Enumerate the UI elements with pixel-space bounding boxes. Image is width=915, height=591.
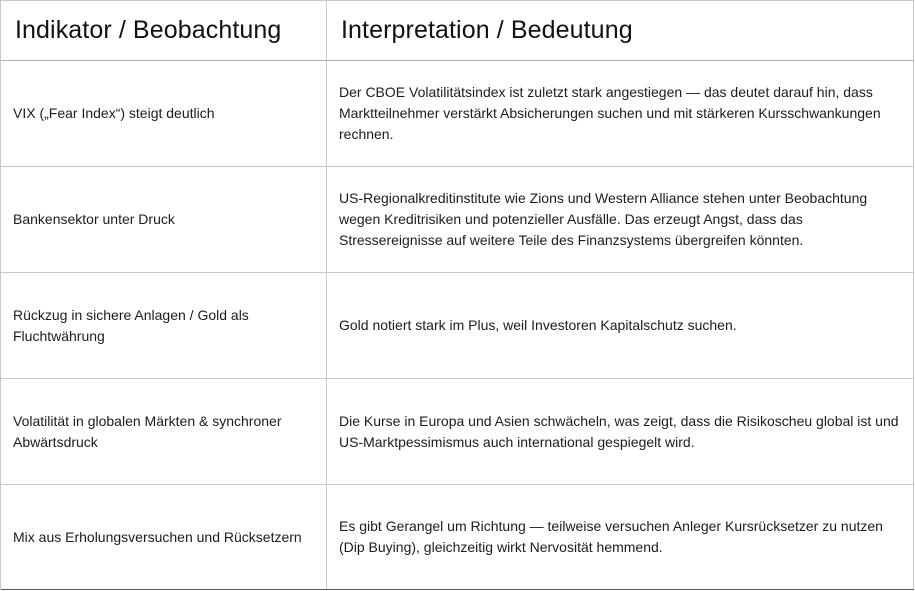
indicator-text: Bankensektor unter Druck bbox=[13, 211, 175, 227]
indicator-text: VIX („Fear Index“) steigt deutlich bbox=[13, 105, 215, 121]
indicator-cell bbox=[1, 485, 327, 589]
interpretation-cell bbox=[327, 485, 914, 589]
indicator-text: Mix aus Erholungsversuchen und Rücksetzern bbox=[13, 528, 302, 545]
header-interpretation-label: Interpretation / Bedeutung bbox=[341, 16, 633, 44]
table-row bbox=[1, 379, 914, 485]
interpretation-text: Der CBOE Volatilitätsindex ist zuletzt stark angestiegen — das deutet darauf hin, dass Marktteilnehmer verstärkt Absicherungen suchen und mit stärkeren Kursschwankungen rechnen. bbox=[339, 84, 881, 142]
interpretation-text: Die Kurse in Europa und Asien schwächeln, was zeigt, dass die Risikoscheu global ist und US-Marktpessimismus auch international gespiegelt wird. bbox=[339, 412, 899, 450]
indicator-cell bbox=[1, 61, 327, 166]
indicator-cell bbox=[1, 273, 327, 378]
indicator-cell bbox=[1, 167, 327, 272]
indicator-text: Rückzug in sichere Anlagen / Gold als Fluchtwährung bbox=[13, 306, 249, 344]
interpretation-cell bbox=[327, 167, 914, 272]
table-header-row bbox=[1, 1, 914, 61]
interpretation-cell bbox=[327, 61, 914, 166]
header-cell-interpretation bbox=[327, 1, 914, 60]
header-indicator-label: Indikator / Beobachtung bbox=[15, 16, 282, 44]
interpretation-cell bbox=[327, 379, 914, 484]
table-row bbox=[1, 273, 914, 379]
interpretation-cell bbox=[327, 273, 914, 378]
interpretation-text: Gold notiert stark im Plus, weil Investoren Kapitalschutz suchen. bbox=[339, 317, 737, 333]
header-cell-indicator bbox=[1, 1, 327, 60]
table-row bbox=[1, 167, 914, 273]
interpretation-text: US-Regionalkreditinstitute wie Zions und Western Alliance stehen unter Beobachtung wegen Kreditrisiken und potenzieller Ausfälle. Das erzeugt Angst, dass das Stressereignisse auf weitere Teile des Finanzsystems übergreifen könnten. bbox=[339, 190, 868, 248]
table-row bbox=[1, 61, 914, 167]
table-row bbox=[1, 485, 914, 590]
interpretation-text: Es gibt Gerangel um Richtung — teilweise versuchen Anleger Kursrücksetzer zu nutzen (Dip Buying), gleichzeitig wirkt Nervosität hemmend. bbox=[339, 518, 883, 555]
indicator-text: Volatilität in globalen Märkten & synchroner Abwärtsdruck bbox=[13, 412, 282, 450]
indicator-cell bbox=[1, 379, 327, 484]
